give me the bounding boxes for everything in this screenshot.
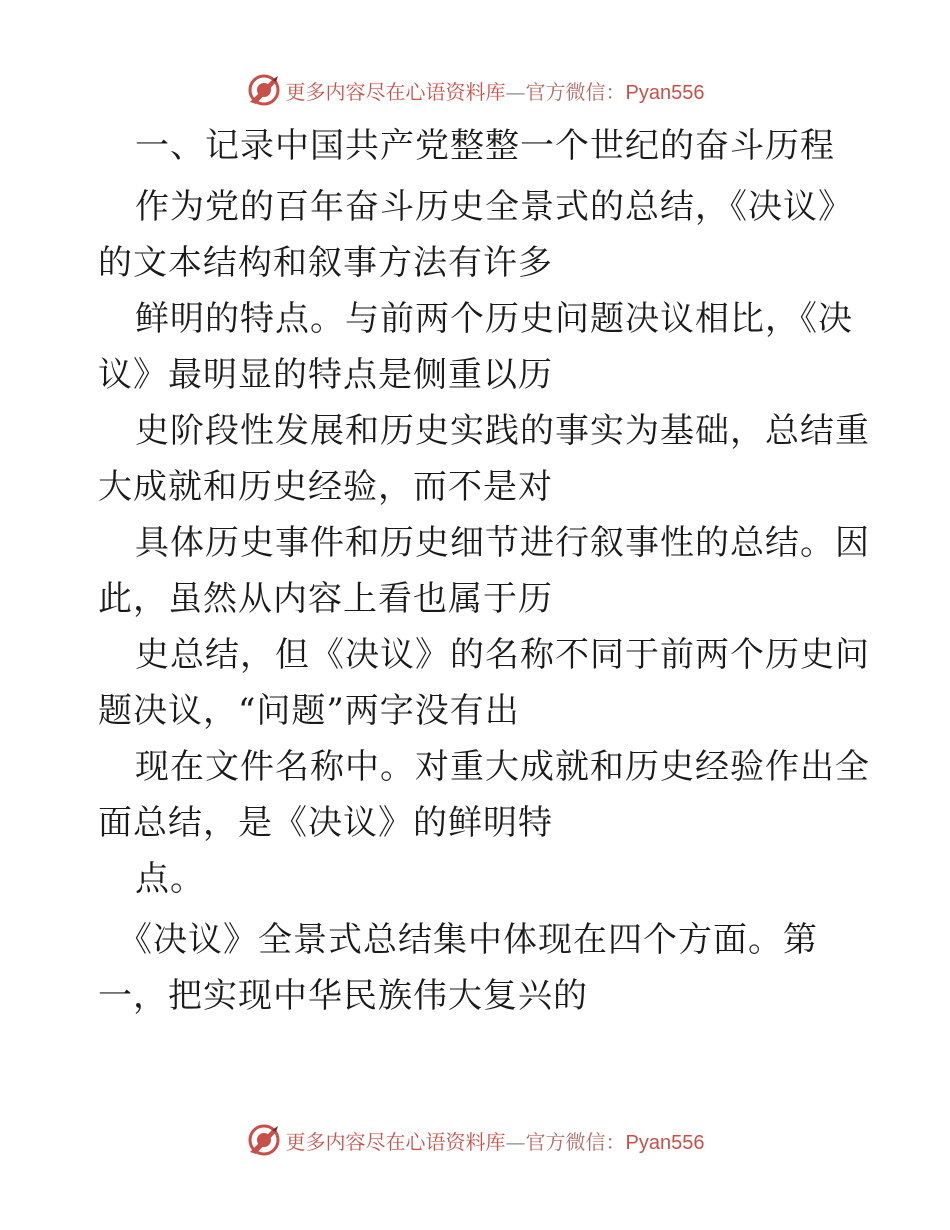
text-line: 点。 bbox=[135, 859, 205, 899]
watermark-dash: — bbox=[505, 79, 526, 104]
watermark-main: 更多内容尽在心语资料库 bbox=[285, 79, 506, 104]
text-line: 作为党的百年奋斗历史全景式的总结，《决议》 bbox=[135, 187, 853, 227]
watermark-wechat-label: 官方微信： bbox=[525, 79, 626, 104]
watermark-dash: — bbox=[505, 1129, 526, 1154]
text-line: 史阶段性发展和历史实践的事实为基础，总结重 bbox=[135, 411, 870, 451]
text-line: 具体历史事件和历史细节进行叙事性的总结。因 bbox=[135, 523, 870, 563]
logo-icon bbox=[246, 1122, 282, 1158]
document-body bbox=[98, 116, 870, 1022]
section-heading: 一、记录中国共产党整整一个世纪的奋斗历程 bbox=[135, 126, 835, 166]
text-line: 史总结，但《决议》的名称不同于前两个历史问 bbox=[135, 635, 870, 675]
text-line: 议》最明显的特点是侧重以历 bbox=[98, 355, 553, 395]
watermark-wechat-id: Pyan556 bbox=[625, 1131, 705, 1154]
text-line: 大成就和历史经验，而不是对 bbox=[98, 467, 553, 507]
text-line: 《决议》全景式总结集中体现在四个方面。第 bbox=[118, 920, 818, 960]
watermark-text bbox=[286, 76, 705, 105]
text-line: 此，虽然从内容上看也属于历 bbox=[98, 579, 553, 619]
text-line: 题决议，“问题”两字没有出 bbox=[98, 691, 520, 731]
text-line: 面总结，是《决议》的鲜明特 bbox=[98, 803, 553, 843]
watermark-wechat-label: 官方微信： bbox=[525, 1129, 626, 1154]
watermark-text bbox=[286, 1126, 705, 1155]
text-line: 鲜明的特点。与前两个历史问题决议相比，《决 bbox=[135, 299, 853, 339]
watermark-main: 更多内容尽在心语资料库 bbox=[285, 1129, 506, 1154]
watermark-wechat-id: Pyan556 bbox=[625, 81, 705, 104]
text-line: 的文本结构和叙事方法有许多 bbox=[98, 243, 553, 283]
text-line: 一，把实现中华民族伟大复兴的 bbox=[98, 976, 588, 1016]
watermark-footer bbox=[0, 1120, 950, 1160]
logo-icon bbox=[246, 72, 282, 108]
text-line: 现在文件名称中。对重大成就和历史经验作出全 bbox=[135, 747, 870, 787]
watermark-header bbox=[0, 70, 950, 110]
